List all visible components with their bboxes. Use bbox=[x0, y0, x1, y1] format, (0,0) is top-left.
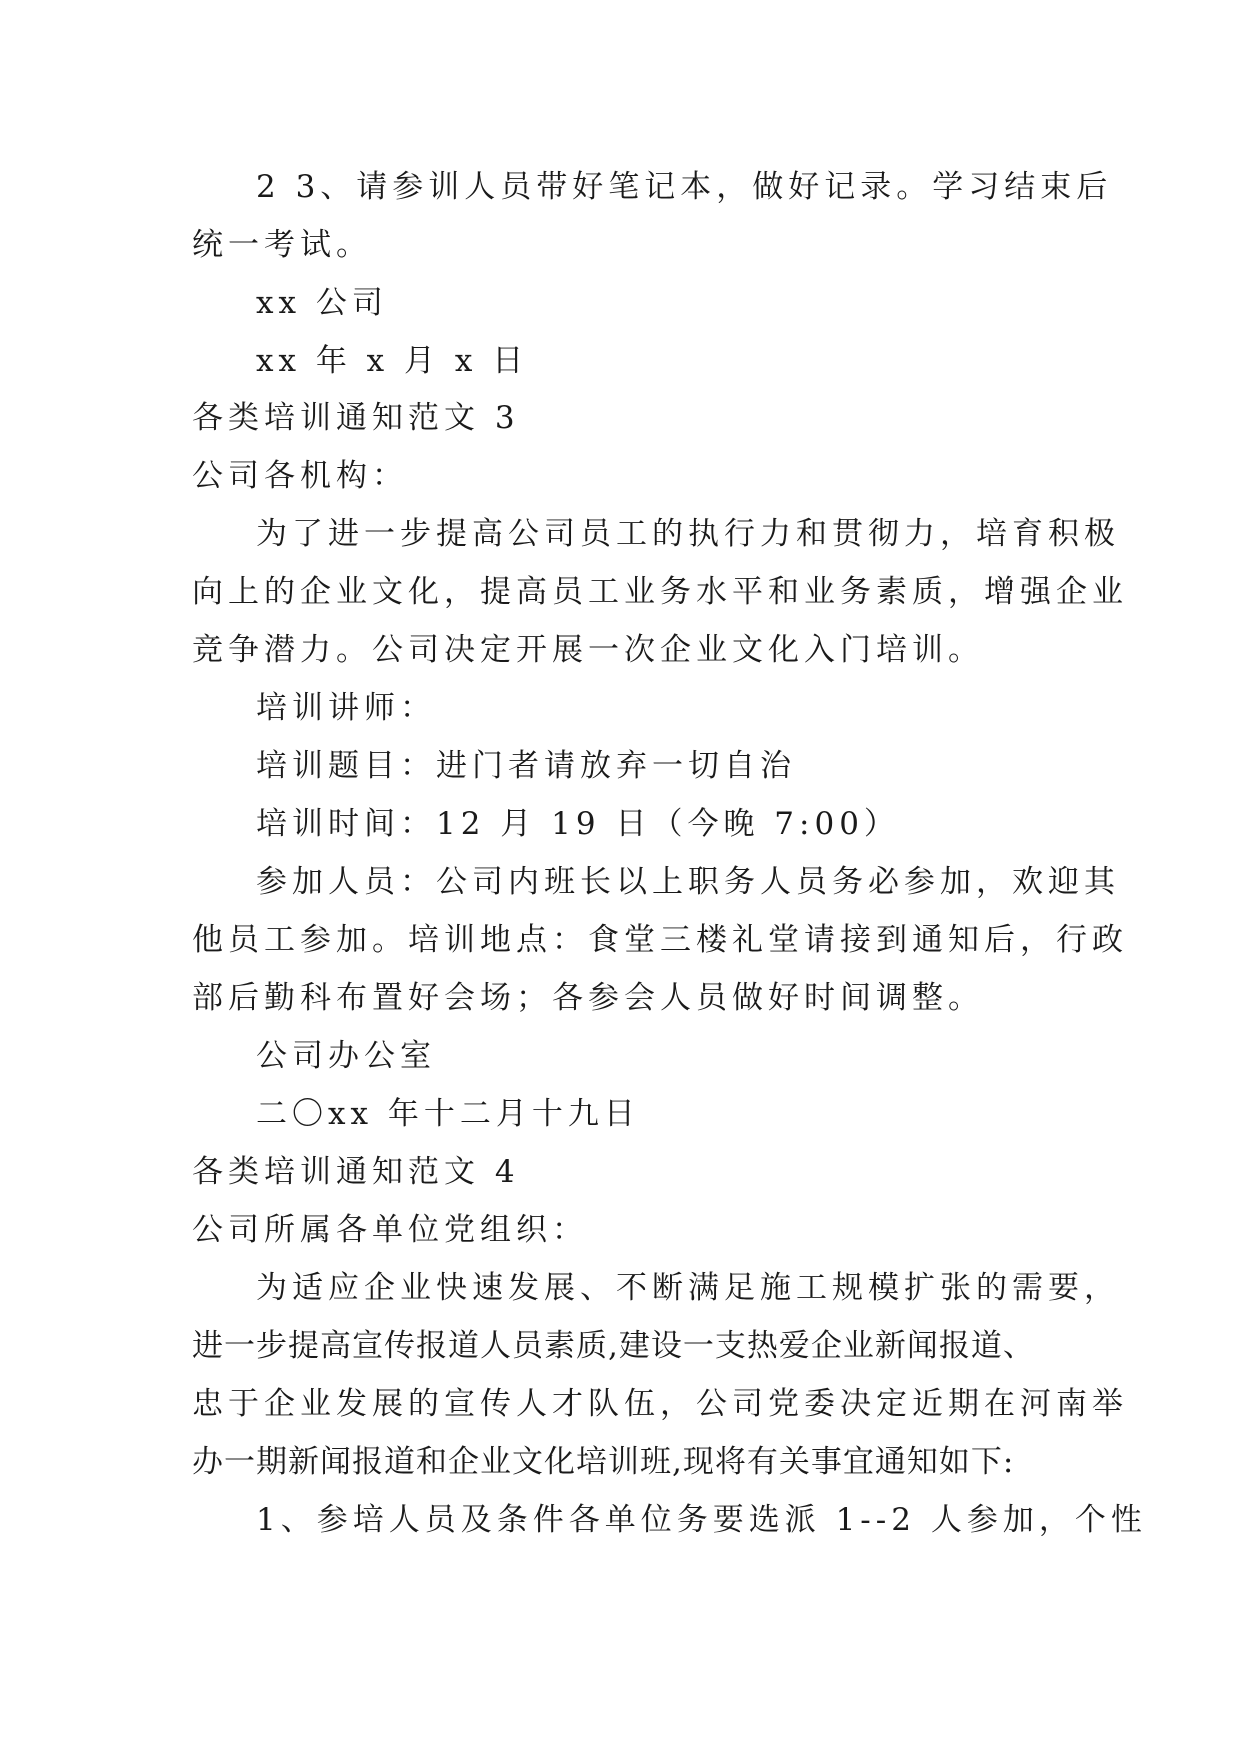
text-line: 办一期新闻报道和企业文化培训班,现将有关事宜通知如下: bbox=[192, 1444, 1015, 1480]
section-heading: 各类培训通知范文 3 bbox=[192, 400, 520, 436]
date-line: 二〇xx 年十二月十九日 bbox=[256, 1096, 640, 1132]
text-line: 进一步提高宣传报道人员素质,建设一支热爱企业新闻报道、 bbox=[192, 1328, 1035, 1364]
text-line: 为了进一步提高公司员工的执行力和贯彻力，培育积极 bbox=[256, 516, 1120, 552]
text-line: 忠于企业发展的宣传人才队伍，公司党委决定近期在河南举 bbox=[192, 1386, 1128, 1422]
signature-line: 公司办公室 bbox=[256, 1038, 436, 1074]
text-line: 培训题目：进门者请放弃一切自治 bbox=[256, 748, 796, 784]
salutation: 公司所属各单位党组织： bbox=[192, 1212, 588, 1248]
section-heading: 各类培训通知范文 4 bbox=[192, 1154, 520, 1190]
text-line: 培训时间：12 月 19 日（今晚 7:00） bbox=[256, 806, 900, 842]
text-line: 部后勤科布置好会场；各参会人员做好时间调整。 bbox=[192, 980, 984, 1016]
salutation: 公司各机构： bbox=[192, 458, 408, 494]
text-line: xx 年 x 月 x 日 bbox=[256, 343, 529, 379]
text-line: 为适应企业快速发展、不断满足施工规模扩张的需要， bbox=[256, 1270, 1120, 1306]
text-line: 参加人员：公司内班长以上职务人员务必参加，欢迎其 bbox=[256, 864, 1120, 900]
text-line: 2 3、请参训人员带好笔记本，做好记录。学习结束后 bbox=[256, 169, 1113, 205]
text-line: xx 公司 bbox=[256, 285, 388, 321]
text-line: 向上的企业文化，提高员工业务水平和业务素质，增强企业 bbox=[192, 574, 1128, 610]
text-line: 统一考试。 bbox=[192, 227, 372, 263]
text-line: 他员工参加。培训地点：食堂三楼礼堂请接到通知后，行政 bbox=[192, 922, 1128, 958]
text-line: 培训讲师： bbox=[256, 690, 436, 726]
text-line: 1、参培人员及条件各单位务要选派 1--2 人参加，个性 bbox=[256, 1502, 1147, 1538]
text-line: 竞争潜力。公司决定开展一次企业文化入门培训。 bbox=[192, 632, 984, 668]
